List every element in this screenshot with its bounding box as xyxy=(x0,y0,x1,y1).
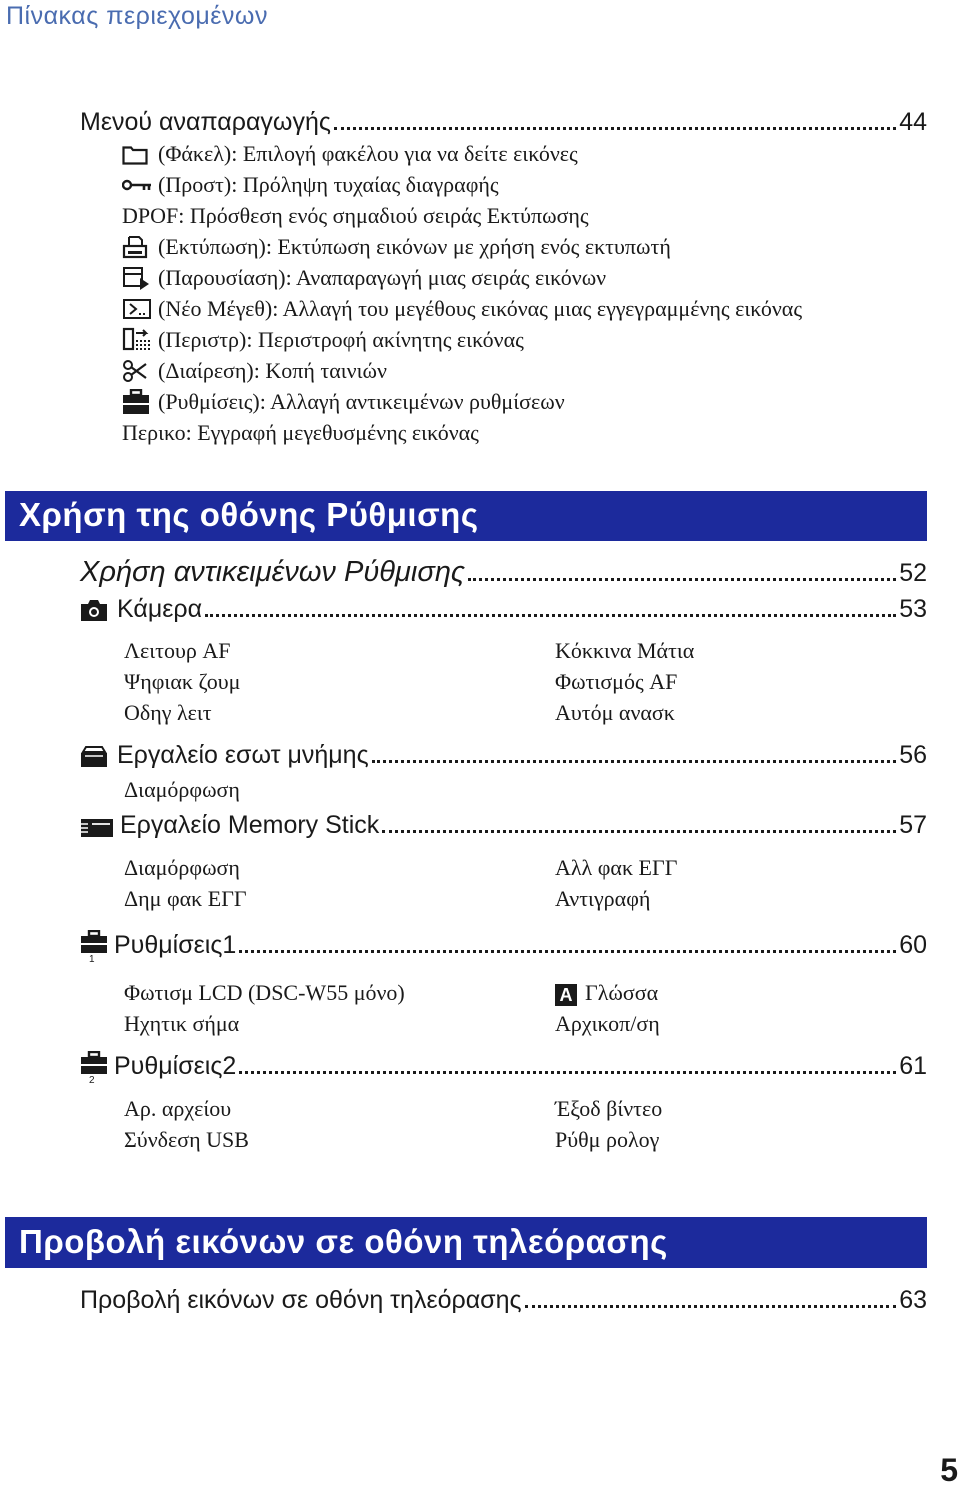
playback-item-text: (Προστ): Πρόληψη τυχαίας διαγραφής xyxy=(158,172,499,197)
settings2-item: Σύνδεση USB xyxy=(124,1127,249,1152)
settings1-item-language xyxy=(555,980,658,1006)
settings2-icon xyxy=(80,1051,108,1087)
toc-entry-label: Ρυθμίσεις2 xyxy=(114,1052,237,1080)
playback-item-text: (Παρουσίαση): Αναπαραγωγή μιας σειράς εικόνων xyxy=(158,265,607,290)
playback-item-rotate xyxy=(122,327,524,353)
playback-item-print xyxy=(122,234,671,260)
settings2-icon-number: 2 xyxy=(89,1075,95,1086)
settings1-item: Ηχητικ σήμα xyxy=(124,1011,240,1036)
camera-item: Οδηγ λειτ xyxy=(124,700,212,725)
playback-item-trimming xyxy=(122,420,479,446)
toc-page-number: 60 xyxy=(899,931,927,959)
toc-page-number: 61 xyxy=(899,1052,927,1080)
toc-entry-label: Μενού αναπαραγωγής xyxy=(80,108,331,136)
playback-item-text: (Ρυθμίσεις): Αλλαγή αντικειμένων ρυθμίσεων xyxy=(158,389,565,414)
toc-page-number: 63 xyxy=(899,1286,927,1314)
page-number: 5 xyxy=(940,1452,958,1488)
memory-stick-item: Δημ φακ ΕΓΓ xyxy=(124,886,247,911)
camera-item: Φωτισμός AF xyxy=(555,669,678,694)
toc-leader-dots xyxy=(525,1305,897,1308)
internal-memory-icon xyxy=(80,746,108,768)
memory-stick-item: Αλλ φακ ΕΓΓ xyxy=(555,855,678,880)
playback-item-folder xyxy=(122,141,578,167)
playback-item-dpof xyxy=(122,203,589,229)
playback-item-divide xyxy=(122,358,387,384)
memory-stick-item: Διαμόρφωση xyxy=(124,855,240,880)
page-title: Πίνακας περιεχομένων xyxy=(6,2,268,30)
camera-item: Ψηφιακ ζουμ xyxy=(124,669,241,694)
toc-entry-label: Προβολή εικόνων σε οθόνη τηλεόρασης xyxy=(80,1286,522,1314)
toc-page-number: 44 xyxy=(899,108,927,136)
folder-icon xyxy=(122,141,152,167)
toc-leader-dots xyxy=(239,1071,896,1074)
section-heading-text: Προβολή εικόνων σε οθόνη τηλεόρασης xyxy=(19,1223,668,1260)
toc-leader-dots xyxy=(372,760,897,763)
toc-entry-settings1[interactable] xyxy=(114,931,927,960)
scissors-icon xyxy=(122,358,152,384)
toc-entry-internal-memory[interactable] xyxy=(117,741,927,770)
toc-leader-dots xyxy=(382,830,896,833)
camera-item: Κόκκινα Μάτια xyxy=(555,638,695,663)
toc-entry-settings2[interactable] xyxy=(114,1052,927,1081)
playback-item-text: Περικο: Εγγραφή μεγεθυσμένης εικόνας xyxy=(122,420,479,445)
settings2-item: Έξοδ βίντεο xyxy=(555,1096,663,1121)
camera-item: Αυτόμ ανασκ xyxy=(555,700,675,725)
toc-leader-dots xyxy=(239,950,896,953)
toc-entry-playback-menu[interactable] xyxy=(80,108,927,137)
language-icon: A xyxy=(555,984,577,1006)
rotate-icon xyxy=(122,327,152,353)
toc-entry-label: Κάμερα xyxy=(117,595,203,623)
settings1-icon-number: 1 xyxy=(89,954,95,965)
playback-item-text: (Διαίρεση): Κοπή ταινιών xyxy=(158,358,387,383)
toc-leader-dots xyxy=(468,578,896,581)
playback-item-resize xyxy=(122,296,802,322)
resize-icon xyxy=(122,296,152,322)
playback-item-protect xyxy=(122,172,499,198)
settings1-icon xyxy=(80,930,108,966)
internal-memory-item: Διαμόρφωση xyxy=(124,777,240,802)
section-heading-text: Χρήση της οθόνης Ρύθμισης xyxy=(19,496,479,533)
toc-page-number: 56 xyxy=(899,741,927,769)
toolbox-icon xyxy=(122,389,152,415)
section-heading-setup xyxy=(5,491,927,541)
playback-item-text: (Νέο Μέγεθ): Αλλαγή του μεγέθους εικόνας μιας εγγεγραμμένης εικόνας xyxy=(158,296,803,321)
playback-item-slideshow xyxy=(122,265,606,291)
toc-leader-dots xyxy=(334,127,896,130)
camera-icon xyxy=(80,598,108,622)
slideshow-icon xyxy=(122,265,152,291)
settings2-item: Ρύθμ ρολογ xyxy=(555,1127,660,1152)
toc-leader-dots xyxy=(205,614,896,617)
toc-page-number: 53 xyxy=(899,595,927,623)
toc-entry-label: Εργαλείο εσωτ μνήμης xyxy=(117,741,369,769)
toc-entry-using-setup[interactable] xyxy=(80,556,927,589)
playback-item-text: (Περιστρ): Περιστροφή ακίνητης εικόνας xyxy=(158,327,524,352)
toc-entry-label: Ρυθμίσεις1 xyxy=(114,931,237,959)
toc-page-number: 52 xyxy=(899,559,927,587)
settings1-item: Αρχικοπ/ση xyxy=(555,1011,660,1036)
toc-entry-memory-stick[interactable] xyxy=(120,811,927,840)
settings1-item: Γλώσσα xyxy=(585,980,659,1005)
memory-stick-item: Αντιγραφή xyxy=(555,886,651,911)
settings2-item: Αρ. αρχείου xyxy=(124,1096,232,1121)
toc-entry-label: Χρήση αντικειμένων Ρύθμισης xyxy=(80,556,466,588)
camera-item: Λειτουρ AF xyxy=(124,638,231,663)
section-heading-tv xyxy=(5,1217,927,1268)
playback-item-text: DPOF: Πρόσθεση ενός σημαδιού σειράς Εκτύπωσης xyxy=(122,203,589,228)
toc-entry-camera[interactable] xyxy=(117,595,927,624)
printer-icon xyxy=(122,234,152,260)
toc-entry-label: Εργαλείο Memory Stick xyxy=(120,811,380,839)
key-icon xyxy=(122,172,152,198)
toc-entry-tv[interactable] xyxy=(80,1286,927,1315)
playback-item-setup xyxy=(122,389,565,415)
toc-page-number: 57 xyxy=(899,811,927,839)
playback-item-text: (Εκτύπωση): Εκτύπωση εικόνων με χρήση ενός εκτυπωτή xyxy=(158,234,671,259)
playback-item-text: (Φάκελ): Επιλογή φακέλου για να δείτε εικόνες xyxy=(158,141,578,166)
settings1-item: Φωτισμ LCD (DSC-W55 μόνο) xyxy=(124,980,405,1005)
memory-stick-icon xyxy=(80,818,114,838)
